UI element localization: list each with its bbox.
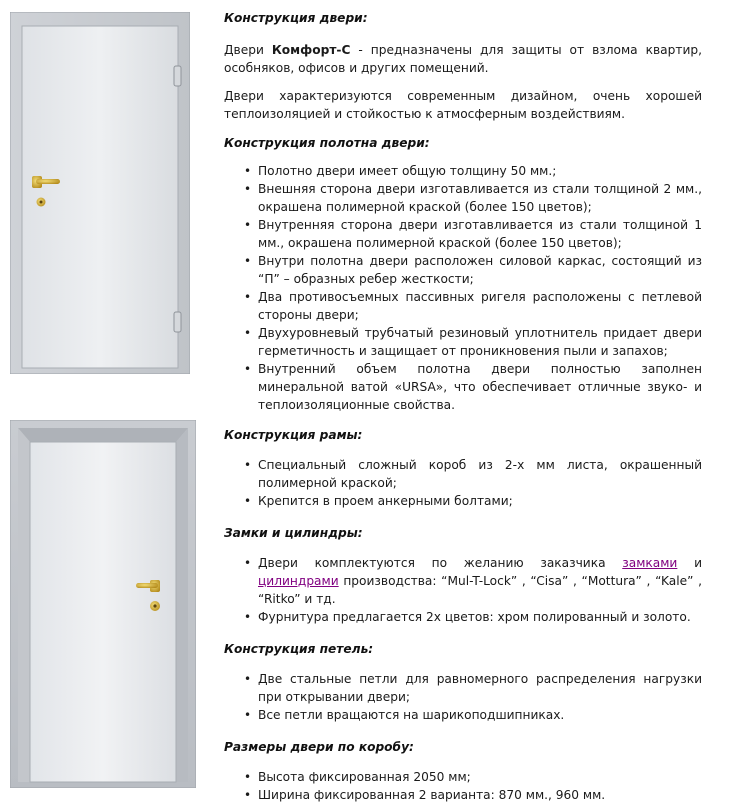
description-column [224, 9, 702, 804]
leaf-list [224, 162, 702, 414]
design-paragraph: Двери характеризуются современным дизайном, очень хорошей теплоизоляцией и стойкостью к атмосферным воздействиям. [224, 89, 702, 121]
list-item: • Высота фиксированная 2050 мм; [224, 768, 702, 786]
locks-link[interactable]: замками [622, 556, 678, 570]
door-inside-image [10, 420, 196, 788]
list-item: • Специальный сложный короб из 2-х мм листа, окрашенный полимерной краской; [224, 456, 702, 492]
list-item: • Ширина фиксированная 2 варианта: 870 мм., 960 мм. [224, 786, 702, 804]
section-heading-sizes: Размеры двери по коробу: [224, 740, 414, 754]
section-heading-hinges: Конструкция петель: [224, 642, 374, 656]
list-item: • Внешняя сторона двери изготавливается из стали толщиной 2 мм., окрашена полимерной краской (более 150 цветов); [224, 180, 702, 216]
list-item: • Крепится в проем анкерными болтами; [224, 492, 702, 510]
section-heading-leaf: Конструкция полотна двери: [224, 136, 430, 150]
locks-list [224, 554, 702, 626]
door-outside-image [10, 12, 190, 374]
hinges-list [224, 670, 702, 724]
list-item: • Двери комплектуются по желанию заказчика замками и цилиндрами производства: “Mul-T-Lock” , “Cisa” , “Mottura” , “Kale” , “Ritko” и тд. [224, 554, 702, 608]
list-item: • Двухуровневый трубчатый резиновый уплотнитель придает двери герметичность и защищает от проникновения пыли и запахов; [224, 324, 702, 360]
list-item: • Внутренняя сторона двери изготавливается из стали толщиной 1 мм., окрашена полимерной краской (более 150 цветов); [224, 216, 702, 252]
frame-list [224, 456, 702, 510]
list-item: • Все петли вращаются на шарикоподшипниках. [224, 706, 702, 724]
list-item: • Полотно двери имеет общую толщину 50 мм.; [224, 162, 702, 180]
intro-paragraph: Двери Комфорт-С - предназначены для защиты от взлома квартир, особняков, офисов и других помещений. [224, 43, 703, 75]
list-item: • Две стальные петли для равномерного распределения нагрузки при открывании двери; [224, 670, 702, 706]
section-heading-frame: Конструкция рамы: [224, 428, 363, 442]
cylinders-link[interactable]: цилиндрами [258, 574, 339, 588]
list-item: • Фурнитура предлагается 2х цветов: хром полированный и золото. [224, 608, 702, 626]
section-heading-construction: Конструкция двери: [224, 11, 368, 25]
list-item: • Два противосъемных пассивных ригеля расположены с петлевой стороны двери; [224, 288, 702, 324]
list-item: • Внутри полотна двери расположен силовой каркас, состоящий из “П” – образных ребер жесткости; [224, 252, 702, 288]
list-item: • Внутренний объем полотна двери полностью заполнен минеральной ватой «URSA», что обеспечивает отличные звуко- и теплоизоляционные свойства. [224, 360, 702, 414]
sizes-list [224, 768, 702, 804]
section-heading-locks: Замки и цилиндры: [224, 526, 363, 540]
product-name: Комфорт-С [271, 43, 351, 57]
